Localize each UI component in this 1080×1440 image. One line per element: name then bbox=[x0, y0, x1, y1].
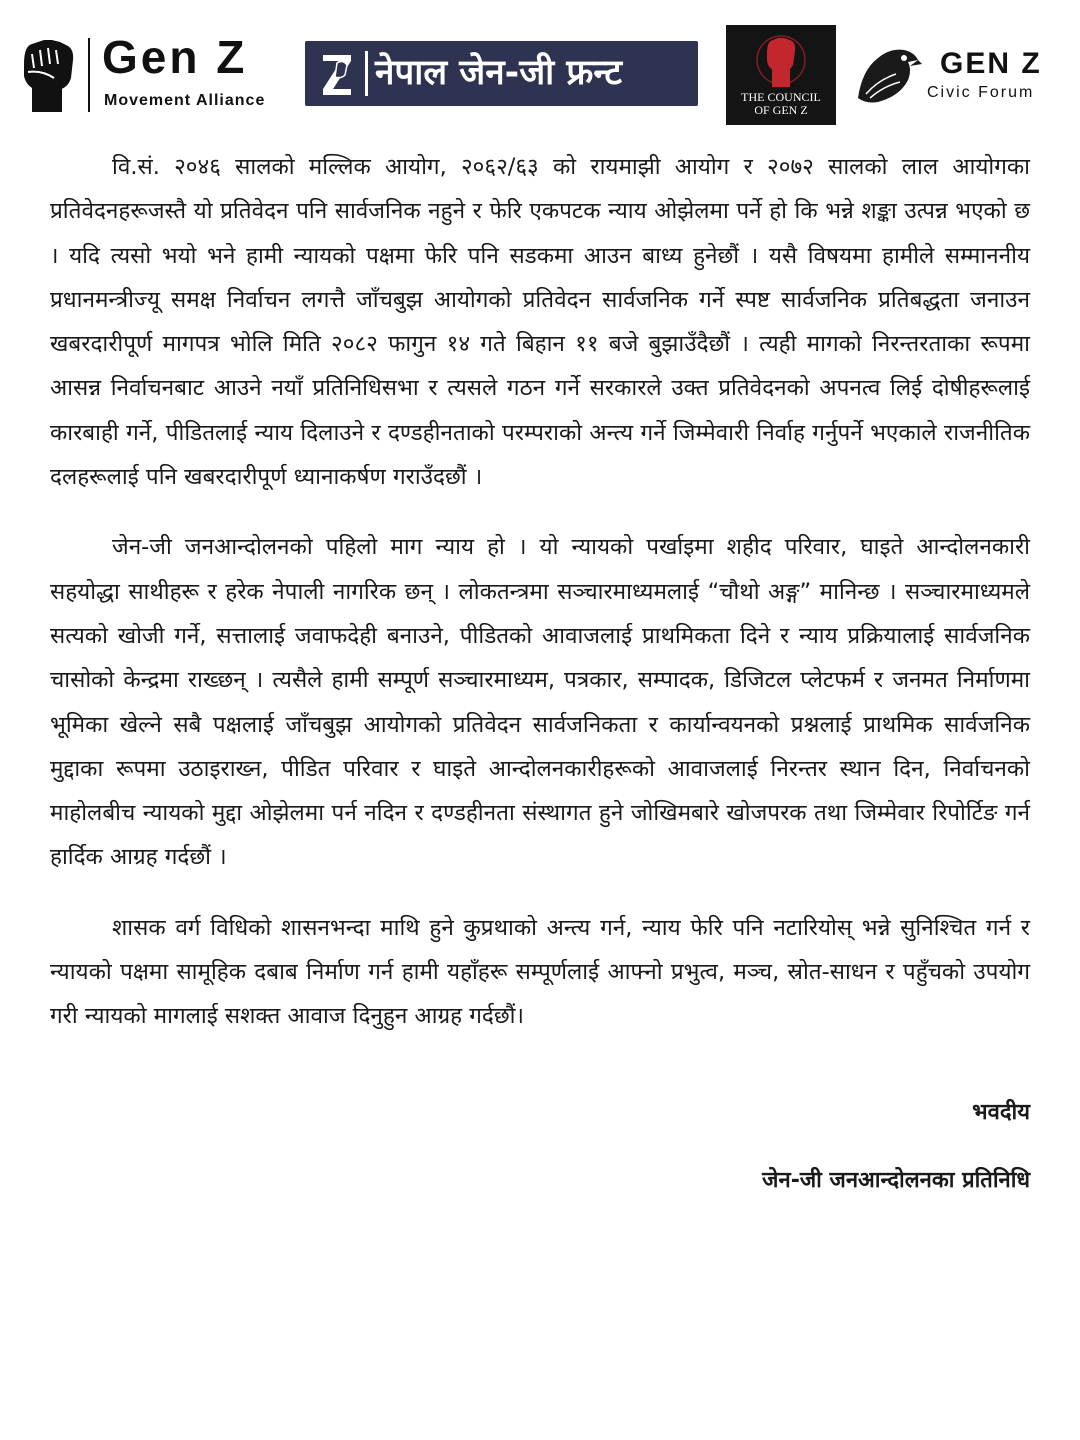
raven-icon bbox=[852, 40, 922, 106]
gma-title: Gen Z bbox=[102, 31, 248, 83]
gcf-subtitle: Civic Forum bbox=[927, 84, 1035, 101]
closing-signature: जेन-जी जनआन्दोलनका प्रतिनिधि bbox=[762, 1168, 1030, 1193]
letterhead bbox=[0, 0, 1080, 135]
logo-separator bbox=[365, 51, 368, 96]
fist-mark-icon bbox=[315, 49, 359, 99]
gma-subtitle: Movement Alliance bbox=[104, 92, 266, 109]
paragraph-1: वि.सं. २०४६ सालको मल्लिक आयोग, २०६२/६३ को रायमाझी आयोग र २०७२ सालको लाल आयोगका प्रतिवेदनहरूजस्तै यो प्रतिवेदन पनि सार्वजनिक नहुने र फेरि एकपटक न्याय ओझेलमा पर्ने हो कि भन्ने शङ्का उत्पन्न भएको छ । यदि त्यसो भयो भने हामी न्यायको पक्षमा फेरि पनि सडकमा आउन बाध्य हुनेछौं । यसै विषयमा हामीले सम्माननीय प्रधानमन्त्रीज्यू समक्ष निर्वाचन लगत्तै जाँचबुझ आयोगको प्रतिवेदन सार्वजनिक गर्ने स्पष्ट सार्वजनिक प्रतिबद्धता जनाउन खबरदारीपूर्ण मागपत्र भोलि मिति २०८२ फागुन १४ गते बिहान ११ बजे बुझाउँदैछौं । त्यही मागको निरन्तरताका रूपमा आसन्न निर्वाचनबाट आउने नयाँ प्रतिनिधिसभा र त्यसले गठन गर्ने सरकारले उक्त प्रतिवेदनको अपनत्व लिई दोषीहरूलाई कारबाही गर्ने, पीडितलाई न्याय दिलाउने र दण्डहीनताको परम्पराको अन्त्य गर्ने जिम्मेवारी निर्वाह गर्नुपर्ने भएकाले राजनीतिक दलहरूलाई पनि खबरदारीपूर्ण ध्यानाकर्षण गराउँदछौं । bbox=[50, 154, 1030, 491]
ngf-title: नेपाल जेन-जी फ्रन्ट bbox=[375, 53, 623, 93]
council-title bbox=[726, 91, 836, 117]
red-fist-icon bbox=[756, 31, 806, 89]
nepal-gen-z-front-logo bbox=[305, 41, 698, 106]
paragraph-2: जेन-जी जनआन्दोलनको पहिलो माग न्याय हो । यो न्यायको पर्खाइमा शहीद परिवार, घाइते आन्दोलनकारी सहयोद्धा साथीहरू र हरेक नेपाली नागरिक छन् । लोकतन्त्रमा सञ्चारमाध्यमलाई “चौथो अङ्ग” मानिन्छ । सञ्चारमाध्यमले सत्यको खोजी गर्ने, सत्तालाई जवाफदेही बनाउने, पीडितको आवाजलाई प्राथमिकता दिने र न्याय प्रक्रियालाई सार्वजनिक चासोको केन्द्रमा राख्छन् । त्यसैले हामी सम्पूर्ण सञ्चारमाध्यम, पत्रकार, सम्पादक, डिजिटल प्लेटफर्म र जनमत निर्माणमा भूमिका खेल्ने सबै पक्षलाई जाँचबुझ आयोगको प्रतिवेदन सार्वजनिकता र कार्यान्वयनको प्रश्नलाई प्राथमिक सार्वजनिक मुद्दाका रूपमा उठाइराख्न, पीडित परिवार र घाइते आन्दोलनकारीहरूको आवाजलाई निरन्तर स्थान दिन, निर्वाचनको माहोलबीच न्यायको मुद्दा ओझेलमा पर्न नदिन र दण्डहीनता संस्थागत हुने जोखिमबारे खोजपरक तथा जिम्मेवार रिपोर्टिङ गर्न हार्दिक आग्रह गर्दछौं । bbox=[50, 534, 1030, 871]
letter-body bbox=[50, 145, 1030, 1039]
gcf-title: GEN Z bbox=[940, 47, 1042, 80]
paragraph-3: शासक वर्ग विधिको शासनभन्दा माथि हुने कुप्रथाको अन्त्य गर्न, न्याय फेरि पनि नटारियोस् भन्ने सुनिश्चित गर्न र न्यायको पक्षमा सामूहिक दबाब निर्माण गर्न हामी यहाँहरू सम्पूर्णलाई आफ्नो प्रभुत्व, मञ्च, स्रोत-साधन र पहुँचको उपयोग गरी न्यायको मागलाई सशक्त आवाज दिनुहुन आग्रह गर्दछौं। bbox=[50, 914, 1030, 1030]
council-line-1: THE COUNCIL bbox=[741, 90, 821, 104]
raised-fist-icon bbox=[18, 34, 78, 114]
council-line-2: OF GEN Z bbox=[754, 103, 808, 117]
gen-z-civic-forum-logo bbox=[852, 38, 1067, 110]
council-of-gen-z-logo bbox=[726, 25, 836, 125]
gen-z-movement-alliance-logo bbox=[18, 30, 303, 120]
closing-salutation: भवदीय bbox=[972, 1100, 1030, 1125]
logo-divider bbox=[88, 38, 90, 112]
